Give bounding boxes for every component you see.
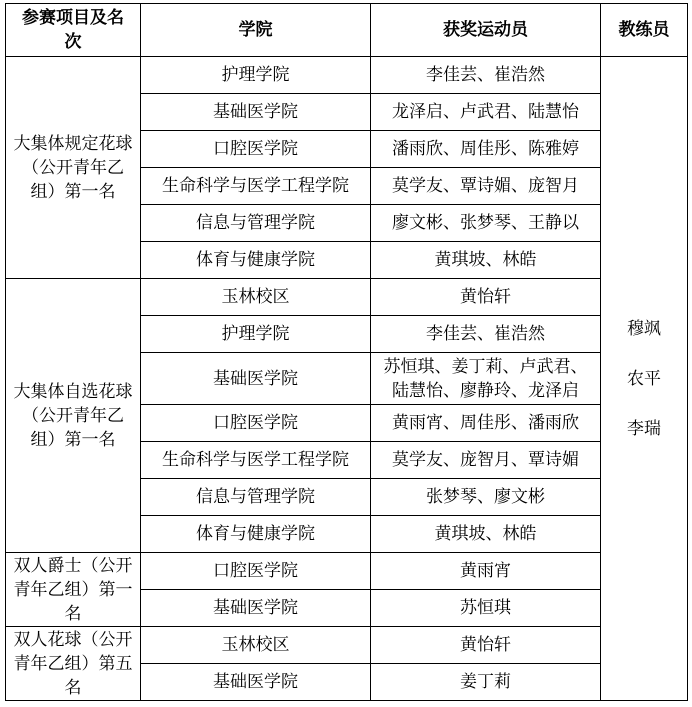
coach-name: 农平 bbox=[627, 368, 661, 389]
athletes-cell: 李佳芸、崔浩然 bbox=[371, 316, 601, 353]
athletes-cell: 黄怡轩 bbox=[371, 627, 601, 664]
athletes-cell: 姜丁莉 bbox=[371, 664, 601, 701]
athletes-cell: 苏恒琪、姜丁莉、卢武君、陆慧怡、廖静玲、龙泽启 bbox=[371, 353, 601, 405]
athletes-cell: 莫学友、庞智月、覃诗媚 bbox=[371, 442, 601, 479]
college-cell: 信息与管理学院 bbox=[141, 205, 371, 242]
athletes-cell: 苏恒琪 bbox=[371, 590, 601, 627]
coach-name: 穆飒 bbox=[627, 318, 661, 339]
project-cell: 大集体规定花球（公开青年乙组）第一名 bbox=[6, 57, 141, 279]
college-cell: 基础医学院 bbox=[141, 94, 371, 131]
college-cell: 体育与健康学院 bbox=[141, 242, 371, 279]
college-cell: 玉林校区 bbox=[141, 279, 371, 316]
coach-cell bbox=[601, 57, 688, 701]
college-cell: 口腔医学院 bbox=[141, 553, 371, 590]
college-cell: 生命科学与医学工程学院 bbox=[141, 168, 371, 205]
college-cell: 护理学院 bbox=[141, 57, 371, 94]
college-cell: 玉林校区 bbox=[141, 627, 371, 664]
college-cell: 基础医学院 bbox=[141, 353, 371, 405]
table-row bbox=[6, 627, 688, 664]
project-cell: 双人花球（公开青年乙组）第五名 bbox=[6, 627, 141, 701]
athletes-cell: 廖文彬、张梦琴、王静以 bbox=[371, 205, 601, 242]
athletes-cell: 莫学友、覃诗媚、庞智月 bbox=[371, 168, 601, 205]
athletes-cell: 龙泽启、卢武君、陆慧怡 bbox=[371, 94, 601, 131]
athletes-cell: 黄雨宵 bbox=[371, 553, 601, 590]
college-cell: 生命科学与医学工程学院 bbox=[141, 442, 371, 479]
project-cell: 大集体自选花球（公开青年乙组）第一名 bbox=[6, 279, 141, 553]
athletes-cell: 黄琪坡、林皓 bbox=[371, 516, 601, 553]
header-coach: 教练员 bbox=[601, 4, 688, 57]
table-row bbox=[6, 57, 688, 94]
college-cell: 信息与管理学院 bbox=[141, 479, 371, 516]
coach-name: 李瑞 bbox=[627, 418, 661, 439]
college-cell: 护理学院 bbox=[141, 316, 371, 353]
header-college: 学院 bbox=[141, 4, 371, 57]
athletes-cell: 李佳芸、崔浩然 bbox=[371, 57, 601, 94]
header-row bbox=[6, 4, 688, 57]
project-cell: 双人爵士（公开青年乙组）第一名 bbox=[6, 553, 141, 627]
college-cell: 基础医学院 bbox=[141, 664, 371, 701]
table-row bbox=[6, 279, 688, 316]
table-row bbox=[6, 553, 688, 590]
athletes-cell: 黄琪坡、林皓 bbox=[371, 242, 601, 279]
athletes-cell: 张梦琴、廖文彬 bbox=[371, 479, 601, 516]
college-cell: 口腔医学院 bbox=[141, 131, 371, 168]
college-cell: 口腔医学院 bbox=[141, 405, 371, 442]
athletes-cell: 黄怡轩 bbox=[371, 279, 601, 316]
header-athletes: 获奖运动员 bbox=[371, 4, 601, 57]
athletes-cell: 黄雨宵、周佳彤、潘雨欣 bbox=[371, 405, 601, 442]
awards-table bbox=[5, 3, 688, 701]
header-project: 参赛项目及名次 bbox=[6, 4, 141, 57]
athletes-cell: 潘雨欣、周佳彤、陈雅婷 bbox=[371, 131, 601, 168]
college-cell: 基础医学院 bbox=[141, 590, 371, 627]
college-cell: 体育与健康学院 bbox=[141, 516, 371, 553]
